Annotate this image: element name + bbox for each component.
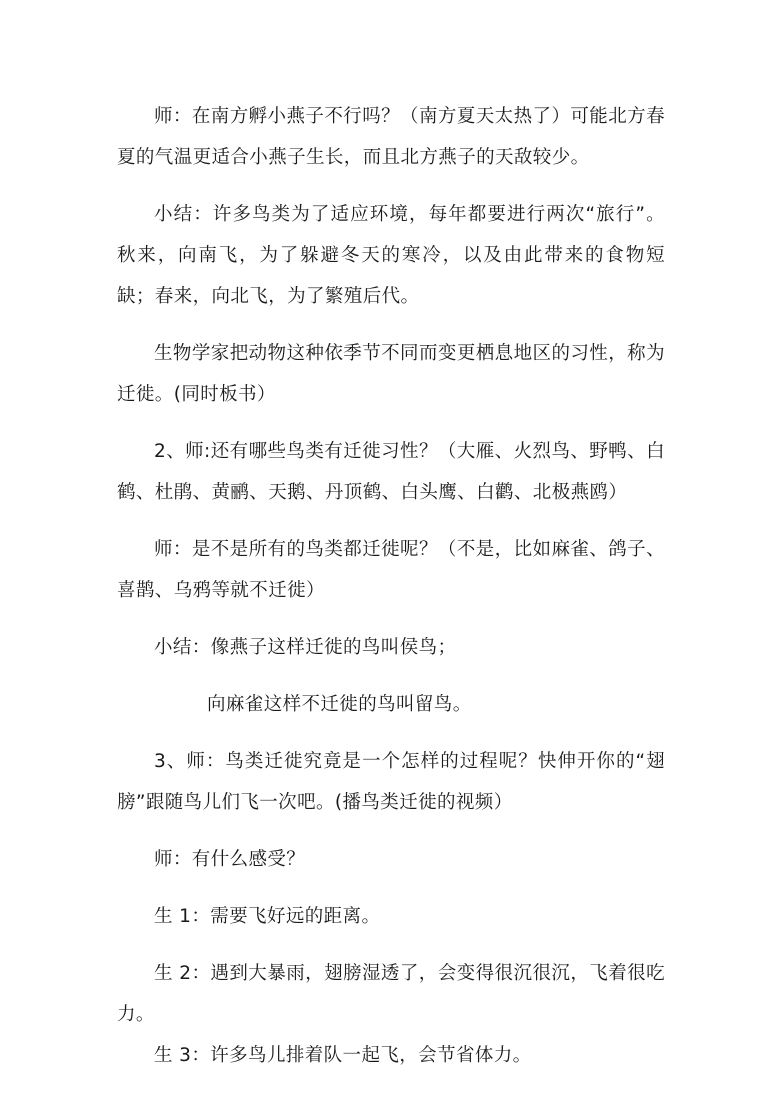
paragraph-summary-migrant: 小结：像燕子这样迁徙的鸟叫侯鸟； bbox=[154, 637, 457, 658]
paragraph-summary-resident: 向麻雀这样不迁徙的鸟叫留鸟。 bbox=[207, 694, 472, 715]
paragraph-teacher-south: 师：在南方孵小燕子不行吗？（南方夏天太热了）可能北方春夏的气温更适合小燕子生长，而且北方燕子的天敌较少。 bbox=[117, 106, 665, 168]
paragraph-migratory-birds-question: 2、师:还有哪些鸟类有迁徙习性？（大雁、火烈鸟、野鸭、白鹤、杜鹃、黄鹂、天鹅、丹顶鹤、白头鹰、白鹳、北极燕鸥） bbox=[117, 441, 665, 503]
paragraph-summary-travel: 小结：许多鸟类为了适应环境，每年都要进行两次“旅行”。秋来，向南飞，为了躲避冬天的寒冷，以及由此带来的食物短缺；春来，向北飞，为了繁殖后代。 bbox=[117, 204, 665, 307]
paragraph-student-2: 生 2：遇到大暴雨，翅膀湿透了，会变得很沉很沉，飞着很吃力。 bbox=[117, 963, 665, 1025]
document-page bbox=[117, 96, 665, 1092]
paragraph-student-3: 生 3：许多鸟儿排着队一起飞，会节省体力。 bbox=[154, 1045, 532, 1066]
paragraph-feelings-question: 师：有什么感受？ bbox=[154, 849, 306, 870]
paragraph-student-1: 生 1：需要飞好远的距离。 bbox=[154, 906, 381, 927]
paragraph-migration-definition: 生物学家把动物这种依季节不同而变更栖息地区的习性，称为迁徙。(同时板书） bbox=[117, 343, 665, 405]
paragraph-migration-process: 3、师：鸟类迁徙究竟是一个怎样的过程呢？快伸开你的“翅膀”跟随鸟儿们飞一次吧。(播鸟类迁徙的视频） bbox=[117, 751, 665, 813]
paragraph-non-migratory-question: 师：是不是所有的鸟类都迁徙呢？（不是，比如麻雀、鸽子、喜鹊、乌鸦等就不迁徙） bbox=[117, 539, 665, 601]
